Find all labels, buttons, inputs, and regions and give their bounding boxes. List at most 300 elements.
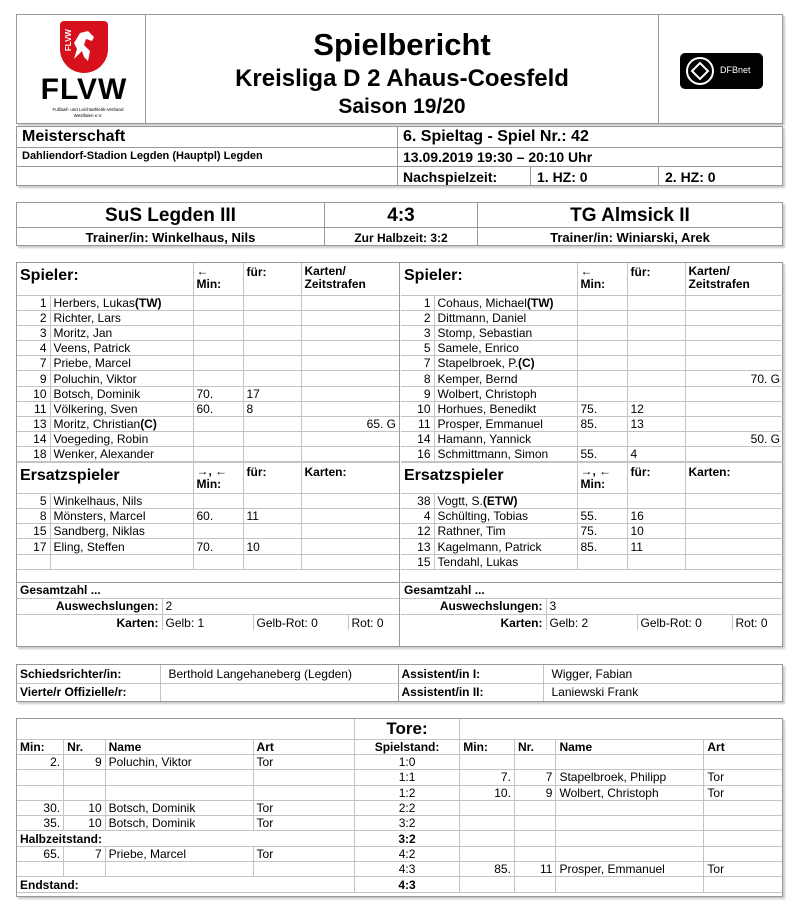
player-name-cell: [50, 417, 193, 432]
home-yellow-red-count: Gelb-Rot: 0: [253, 614, 348, 630]
flvw-wordmark: FLVW: [40, 73, 128, 106]
player-name-cell: [434, 341, 577, 356]
sub-cards: [301, 554, 399, 569]
player-cards: [685, 386, 783, 401]
sub-cards: [685, 493, 783, 508]
goals-table: [17, 719, 782, 893]
goal-score: 1:0: [354, 755, 459, 770]
officials-box: [16, 664, 783, 702]
lineups-box: [16, 262, 783, 647]
player-number: 16: [401, 447, 434, 463]
sub-name: Sandberg, Niklas: [53, 524, 145, 539]
player-cards: [685, 295, 783, 310]
player-name: Prosper, Emmanuel: [437, 417, 543, 432]
away-goal-minute: [460, 846, 515, 861]
player-name-cell: [50, 295, 193, 310]
header-divider-left: [145, 15, 146, 123]
sub-role-tag: (ETW): [482, 493, 518, 508]
sub-in-for: 11: [243, 509, 301, 524]
sub-for: [627, 295, 685, 310]
away-goal-minute: [460, 831, 515, 846]
sub-cards: [301, 524, 399, 539]
away-goal-number: [514, 846, 556, 861]
home-sub-row: [17, 524, 399, 539]
sub-minute: [193, 310, 243, 325]
sub-for: 13: [627, 417, 685, 432]
away-player-row: [401, 386, 783, 401]
away-goal-type: [704, 755, 782, 770]
sub-for: [627, 356, 685, 371]
home-subs-min-header: [193, 462, 243, 493]
home-out-arrow: ←: [196, 264, 209, 278]
away-player-row: [401, 371, 783, 386]
home-lineup-table: [17, 263, 399, 570]
player-number: 7: [401, 356, 434, 371]
player-number: 1: [401, 295, 434, 310]
sub-cards: [685, 524, 783, 539]
sub-minute: [193, 341, 243, 356]
away-player-row: [401, 325, 783, 340]
home-cards-label-1: Karten/: [304, 264, 346, 278]
sub-in-minute: [193, 554, 243, 569]
home-totals-title: Gesamtzahl ...: [17, 582, 399, 598]
sub-number: 15: [401, 554, 434, 569]
home-players-header: Spieler:: [17, 263, 193, 295]
goal-score: 3:2: [354, 816, 459, 831]
home-goal-type: [253, 770, 354, 785]
match-info: [16, 126, 783, 186]
sub-minute: [577, 432, 627, 447]
player-number: 18: [17, 447, 50, 463]
home-goal-scorer: Priebe, Marcel: [105, 846, 253, 861]
player-role-tag: (C): [140, 417, 157, 432]
goal-row: [17, 846, 782, 861]
player-number: 1: [17, 295, 50, 310]
home-cards-total-label: Karten:: [17, 614, 162, 630]
player-cards: [685, 356, 783, 371]
away-sub-row: [401, 554, 783, 569]
goal-row: [17, 831, 782, 846]
home-subs-header: Ersatzspieler: [17, 462, 193, 493]
player-number: 7: [17, 356, 50, 371]
player-name: Wolbert, Christoph: [437, 386, 537, 401]
player-cards: [685, 325, 783, 340]
sub-cards: [685, 509, 783, 524]
sub-in-for: 10: [627, 524, 685, 539]
sub-for: [627, 386, 685, 401]
player-name-cell: [50, 341, 193, 356]
home-goal-number: [64, 785, 106, 800]
sub-minute: [193, 325, 243, 340]
home-goal-number: [64, 862, 106, 877]
away-min-label: Min:: [580, 277, 606, 291]
home-goal-number: 9: [64, 755, 106, 770]
away-coach: Trainer/in: Winiarski, Arek: [550, 230, 710, 245]
player-cards: [685, 417, 783, 432]
away-goal-type: Tor: [704, 862, 782, 877]
sub-for: 4: [627, 447, 685, 463]
sub-name-cell: [434, 524, 577, 539]
sub-minute: [193, 447, 243, 463]
player-role-tag: (C): [518, 356, 535, 371]
player-name-cell: [434, 356, 577, 371]
player-name-cell: [50, 371, 193, 386]
home-player-row: [17, 356, 399, 371]
player-name-cell: [434, 417, 577, 432]
home-goal-number: [64, 770, 106, 785]
sub-name: Vogtt, S.: [437, 493, 483, 508]
emblem-text: FLVW: [64, 29, 73, 52]
player-name: Völkering, Sven: [53, 401, 138, 416]
away-player-row: [401, 401, 783, 416]
sub-name: Winkelhaus, Nils: [53, 493, 143, 508]
home-goal-minute: 30.: [17, 800, 64, 815]
home-cards-label-2: Zeitstrafen: [304, 277, 366, 291]
sub-number: 38: [401, 493, 434, 508]
sub-minute: 85.: [577, 417, 627, 432]
away-goal-minute: [460, 800, 515, 815]
player-name-cell: [50, 386, 193, 401]
away-goal-number: [514, 755, 556, 770]
away-goal-scorer: Stapelbroek, Philipp: [556, 770, 704, 785]
away-player-row: [401, 341, 783, 356]
sub-number: [17, 554, 50, 569]
player-name: Richter, Lars: [53, 310, 121, 325]
home-goal-type: Tor: [253, 755, 354, 770]
sub-for: [243, 371, 301, 386]
away-goal-type-header: Art: [704, 740, 782, 755]
home-goal-min-header: Min:: [17, 740, 64, 755]
home-lineup: [17, 263, 399, 630]
sub-name-cell: [50, 539, 193, 554]
player-name: Stapelbroek, P.: [437, 356, 519, 371]
goal-score: 2:2: [354, 800, 459, 815]
home-goal-scorer: [105, 770, 253, 785]
referee-label: Schiedsrichter/in:: [17, 665, 160, 683]
sub-in-for: 10: [243, 539, 301, 554]
away-goal-type: [704, 800, 782, 815]
sub-name: Mönsters, Marcel: [53, 509, 146, 524]
sub-name-cell: [50, 524, 193, 539]
venue: Dahliendorf-Stadion Legden (Hauptpl) Legden: [22, 150, 263, 162]
home-sub-row: [17, 554, 399, 569]
home-sub-row: [17, 539, 399, 554]
result-box: [16, 202, 783, 246]
sub-name-cell: [434, 539, 577, 554]
away-goal-min-header: Min:: [460, 740, 515, 755]
home-totals-table: [17, 582, 399, 631]
competition-type: Meisterschaft: [22, 128, 126, 145]
player-cards: [685, 310, 783, 325]
sub-minute: [577, 325, 627, 340]
player-name-cell: [50, 447, 193, 463]
sub-for: [627, 432, 685, 447]
away-goal-minute: [460, 755, 515, 770]
sub-in-minute: 60.: [193, 509, 243, 524]
home-subs-for-header: für:: [243, 462, 301, 493]
player-name: Moritz, Jan: [53, 325, 113, 340]
sub-number: 5: [17, 493, 50, 508]
dfb-eagle-icon: [682, 53, 718, 89]
sub-for: [627, 310, 685, 325]
goal-score: 4:3: [354, 877, 459, 892]
player-number: 8: [401, 371, 434, 386]
away-out-arrow: ←: [580, 264, 593, 278]
away-goal-number: [514, 831, 556, 846]
home-yellow-count: Gelb: 1: [162, 614, 253, 630]
home-subs-cards-header: Karten:: [301, 462, 399, 493]
sub-number: 17: [17, 539, 50, 554]
player-number: 9: [17, 371, 50, 386]
away-goal-scorer: [556, 816, 704, 831]
away-goal-scorer: Prosper, Emmanuel: [556, 862, 704, 877]
player-name-cell: [434, 432, 577, 447]
sub-name: Rathner, Tim: [437, 524, 506, 539]
sub-in-minute: 75.: [577, 524, 627, 539]
home-cards-header: [301, 263, 399, 295]
home-goal-scorer: Botsch, Dominik: [105, 816, 253, 831]
away-goal-scorer: [556, 755, 704, 770]
goal-row: [17, 816, 782, 831]
home-for-header: für:: [243, 263, 301, 295]
sub-minute: 55.: [577, 447, 627, 463]
fourth-official-name: [160, 683, 398, 701]
away-lineup-table: [401, 263, 783, 570]
away-goal-number: 11: [514, 862, 556, 877]
away-goal-number: 7: [514, 770, 556, 785]
away-goal-type: [704, 816, 782, 831]
assistant1-label: Assistent/in I:: [398, 665, 543, 683]
score-header: Spielstand:: [354, 740, 459, 755]
sub-number: 15: [17, 524, 50, 539]
home-goal-type: Tor: [253, 800, 354, 815]
sub-in-minute: [193, 493, 243, 508]
player-name: Dittmann, Daniel: [437, 310, 527, 325]
assistant2-name: Laniewski Frank: [551, 685, 639, 700]
sub-minute: 60.: [193, 401, 243, 416]
season-title: Saison 19/20: [338, 95, 466, 118]
sub-minute: [193, 356, 243, 371]
sub-number: 4: [401, 509, 434, 524]
home-player-row: [17, 447, 399, 463]
home-player-row: [17, 295, 399, 310]
home-goal-number: 10: [64, 800, 106, 815]
home-min-header: [193, 263, 243, 295]
sub-cards: [685, 539, 783, 554]
sub-number: 8: [17, 509, 50, 524]
page-title: Spielbericht: [313, 27, 491, 62]
away-subs-arrows: →, ←: [580, 464, 612, 479]
away-cards-label-2: Zeitstrafen: [688, 277, 750, 291]
flvw-subtitle-1: Fußball- und Leichtathletik-Verband: [52, 107, 124, 112]
away-goal-number: [514, 877, 556, 892]
player-cards: [301, 295, 399, 310]
player-cards: [301, 356, 399, 371]
away-yellow-count: Gelb: 2: [546, 614, 637, 630]
sub-minute: [577, 341, 627, 356]
away-min-header: [577, 263, 627, 295]
away-sub-row: [401, 493, 783, 508]
home-goal-number: 7: [64, 846, 106, 861]
away-subs-cards-header: Karten:: [685, 462, 783, 493]
player-number: 10: [17, 386, 50, 401]
header-divider-right: [658, 15, 659, 123]
flvw-logo: [29, 19, 139, 119]
away-sub-row: [401, 509, 783, 524]
sub-cards: [301, 539, 399, 554]
player-number: 9: [401, 386, 434, 401]
home-player-row: [17, 310, 399, 325]
away-goal-scorer: [556, 877, 704, 892]
home-subs-min-label: Min:: [196, 477, 222, 492]
referee-name: Berthold Langehaneberg (Legden): [160, 665, 398, 683]
sub-for: [627, 325, 685, 340]
player-number: 11: [17, 401, 50, 416]
player-cards: [301, 325, 399, 340]
home-goal-scorer: [105, 785, 253, 800]
home-goal-scorer: [105, 862, 253, 877]
player-name: Herbers, Lukas: [53, 295, 135, 310]
sub-in-for: [243, 554, 301, 569]
player-cards: [301, 341, 399, 356]
player-name: Moritz, Christian: [53, 417, 141, 432]
sub-in-minute: 85.: [577, 539, 627, 554]
player-name: Wenker, Alexander: [53, 447, 155, 462]
home-goal-minute: [17, 862, 64, 877]
home-subs-count-label: Auswechslungen:: [17, 598, 162, 614]
goal-row: [17, 755, 782, 770]
player-cards: 50. G: [685, 432, 783, 447]
sub-in-for: [243, 493, 301, 508]
home-goal-type: [253, 862, 354, 877]
home-goal-minute: 2.: [17, 755, 64, 770]
away-cards-label-1: Karten/: [688, 264, 730, 278]
player-name-cell: [434, 371, 577, 386]
sub-in-minute: [577, 493, 627, 508]
away-goal-type: [704, 877, 782, 892]
sub-number: 12: [401, 524, 434, 539]
goal-score: 4:2: [354, 846, 459, 861]
extra-time-second-half: 2. HZ: 0: [665, 169, 716, 185]
sub-in-minute: 70.: [193, 539, 243, 554]
sub-name-cell: [434, 493, 577, 508]
player-number: 10: [401, 401, 434, 416]
home-goal-minute: [17, 770, 64, 785]
home-goal-type: Tor: [253, 816, 354, 831]
away-goal-number: [514, 816, 556, 831]
player-cards: [301, 371, 399, 386]
flvw-subtitle-2: Westfalen e.V.: [73, 113, 103, 118]
home-subs-arrows: →, ←: [196, 464, 228, 479]
sub-for: [243, 356, 301, 371]
player-name: Cohaus, Michael: [437, 295, 527, 310]
player-name-cell: [434, 295, 577, 310]
away-goal-minute: [460, 816, 515, 831]
sub-in-minute: [193, 524, 243, 539]
home-player-row: [17, 341, 399, 356]
player-name: Voegeding, Robin: [53, 432, 149, 447]
home-player-row: [17, 325, 399, 340]
sub-name: Kagelmann, Patrick: [437, 539, 542, 554]
away-subs-min-label: Min:: [580, 477, 606, 492]
sub-minute: [577, 356, 627, 371]
home-goal-minute: 35.: [17, 816, 64, 831]
player-name: Botsch, Dominik: [53, 386, 141, 401]
home-player-row: [17, 417, 399, 432]
sub-for: 12: [627, 401, 685, 416]
goal-row: [17, 770, 782, 785]
away-sub-row: [401, 539, 783, 554]
player-role-tag: (TW): [526, 295, 554, 310]
sub-minute: [193, 371, 243, 386]
dfbnet-logo: [680, 53, 763, 89]
goal-score: 1:2: [354, 785, 459, 800]
sub-minute: [577, 295, 627, 310]
sub-for: [243, 310, 301, 325]
sub-name-cell: [50, 493, 193, 508]
player-cards: [301, 310, 399, 325]
away-totals-title: Gesamtzahl ...: [401, 582, 783, 598]
sub-for: [627, 371, 685, 386]
sub-name-cell: [434, 509, 577, 524]
home-subs-count: 2: [162, 598, 399, 614]
away-player-row: [401, 432, 783, 447]
away-player-row: [401, 295, 783, 310]
away-players-header: Spieler:: [401, 263, 577, 295]
away-for-header: für:: [627, 263, 685, 295]
sub-for: 17: [243, 386, 301, 401]
sub-name: Eling, Steffen: [53, 539, 125, 554]
sub-for: [243, 341, 301, 356]
player-name: Stomp, Sebastian: [437, 325, 533, 340]
home-red-count: Rot: 0: [351, 615, 384, 630]
away-goal-minute: 85.: [460, 862, 515, 877]
sub-minute: 75.: [577, 401, 627, 416]
home-min-label: Min:: [196, 277, 222, 291]
away-goal-minute: 7.: [460, 770, 515, 785]
sub-minute: [193, 417, 243, 432]
player-name: Priebe, Marcel: [53, 356, 131, 371]
sub-name-cell: [434, 554, 577, 569]
goal-score: 1:1: [354, 770, 459, 785]
home-team: SuS Legden III: [105, 205, 236, 226]
away-team: TG Almsick II: [570, 205, 690, 226]
goal-row-label: Halbzeitstand:: [17, 831, 354, 846]
home-sub-row: [17, 509, 399, 524]
away-goal-type: Tor: [704, 770, 782, 785]
player-name: Samele, Enrico: [437, 341, 519, 356]
player-cards: [301, 401, 399, 416]
home-goal-number: 10: [64, 816, 106, 831]
goal-row: [17, 800, 782, 815]
final-score: 4:3: [387, 205, 415, 226]
player-name-cell: [50, 310, 193, 325]
home-goal-type: Tor: [253, 846, 354, 861]
sub-cards: [301, 509, 399, 524]
player-name-cell: [434, 325, 577, 340]
away-goal-type: [704, 831, 782, 846]
extra-time-first-half: 1. HZ: 0: [537, 169, 588, 185]
sub-in-for: [627, 554, 685, 569]
home-player-row: [17, 432, 399, 447]
away-yellow-red-count: Gelb-Rot: 0: [637, 614, 732, 630]
goals-box: [16, 718, 783, 897]
player-cards: [301, 386, 399, 401]
goal-row: [17, 862, 782, 877]
sub-name: Tendahl, Lukas: [437, 554, 519, 569]
player-cards: [301, 447, 399, 463]
away-goal-type: [704, 846, 782, 861]
